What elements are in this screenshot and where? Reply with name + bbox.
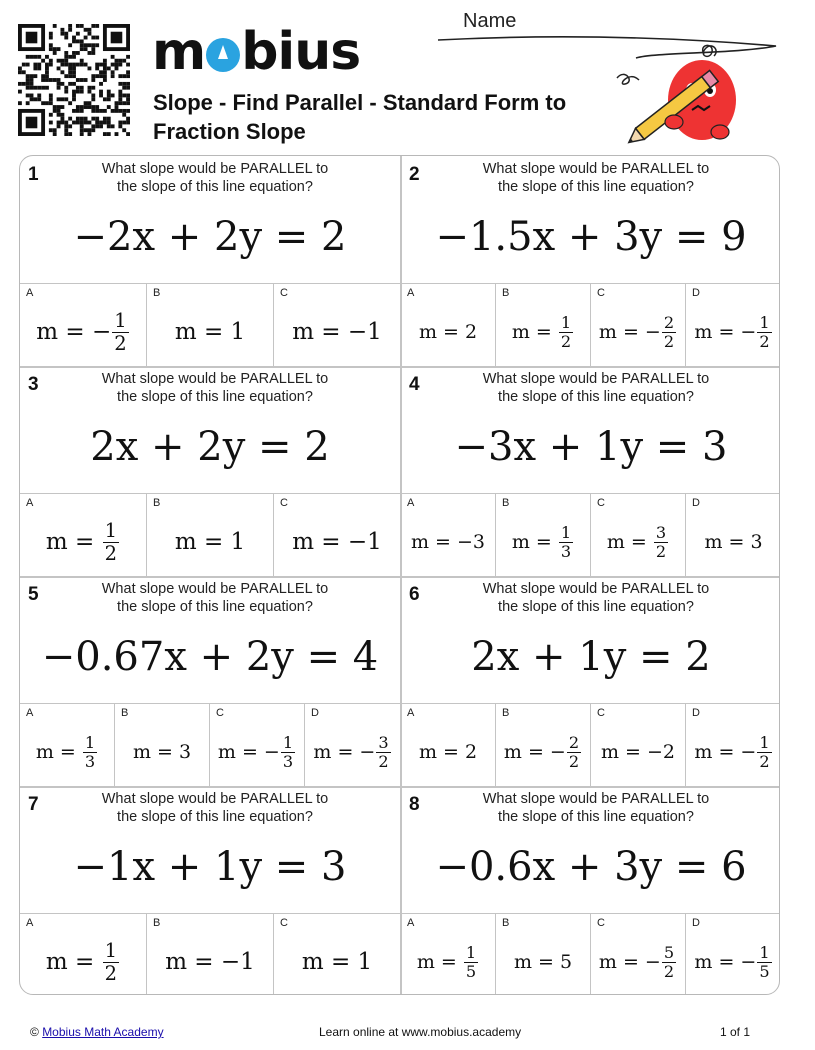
problem-3 bbox=[20, 366, 400, 576]
answer-letter: A bbox=[26, 917, 34, 929]
answer-value bbox=[688, 720, 779, 784]
answer-letter: C bbox=[597, 707, 605, 719]
answer-option-b[interactable] bbox=[496, 494, 591, 576]
fraction bbox=[757, 314, 771, 351]
prompt-line-2: the slope of this line equation? bbox=[117, 809, 313, 825]
answer-letter: A bbox=[407, 917, 415, 929]
prompt-line-2: the slope of this line equation? bbox=[498, 179, 694, 195]
answer-text: m = 1 bbox=[174, 319, 246, 345]
fraction bbox=[757, 734, 771, 771]
answer-text: m = − bbox=[694, 951, 757, 973]
question-number: 7 bbox=[28, 794, 39, 815]
line-equation: 2x + 1y = 2 bbox=[471, 634, 711, 680]
academy-link[interactable]: Mobius Math Academy bbox=[42, 1025, 164, 1039]
question-prompt bbox=[401, 370, 780, 406]
prompt-line-2: the slope of this line equation? bbox=[117, 389, 313, 405]
fraction-numerator: 1 bbox=[759, 312, 770, 332]
answer-value bbox=[498, 510, 588, 574]
fraction bbox=[103, 520, 119, 564]
fraction-denominator: 2 bbox=[759, 331, 770, 351]
answer-text: m = 3 bbox=[704, 531, 763, 553]
answer-option-b[interactable] bbox=[147, 284, 274, 366]
problem-2 bbox=[401, 156, 780, 366]
prompt-line-2: the slope of this line equation? bbox=[498, 809, 694, 825]
answer-text: m = bbox=[35, 741, 82, 763]
fraction bbox=[112, 310, 128, 354]
answer-choices bbox=[20, 283, 400, 366]
fraction-denominator: 2 bbox=[104, 961, 118, 985]
line-equation: −0.67x + 2y = 4 bbox=[41, 634, 379, 680]
answer-option-b[interactable] bbox=[496, 704, 591, 786]
answer-text: m = 2 bbox=[418, 741, 478, 763]
answer-value bbox=[403, 930, 493, 994]
answer-option-d[interactable] bbox=[305, 704, 400, 786]
fraction bbox=[464, 944, 478, 981]
answer-option-c[interactable] bbox=[591, 914, 686, 995]
prompt-line-1: What slope would be PARALLEL to bbox=[482, 791, 710, 807]
fraction-numerator: 5 bbox=[663, 942, 675, 962]
answer-letter: D bbox=[692, 497, 700, 509]
answer-letter: D bbox=[692, 707, 700, 719]
fraction-denominator: 2 bbox=[655, 541, 667, 561]
fraction-denominator: 3 bbox=[282, 751, 294, 771]
problem-grid bbox=[19, 155, 780, 995]
fraction-denominator: 2 bbox=[104, 541, 118, 565]
footer-copyright bbox=[30, 1025, 164, 1039]
answer-option-b[interactable] bbox=[496, 284, 591, 366]
prompt-line-2: the slope of this line equation? bbox=[117, 599, 313, 615]
answer-option-a[interactable] bbox=[401, 284, 496, 366]
answer-option-a[interactable] bbox=[20, 284, 147, 366]
fraction bbox=[662, 944, 676, 981]
answer-value bbox=[276, 930, 398, 994]
answer-text: m = − bbox=[694, 321, 757, 343]
question-number: 1 bbox=[28, 164, 39, 185]
question-number: 4 bbox=[409, 374, 420, 395]
answer-text: m = 3 bbox=[132, 741, 192, 763]
answer-text: m = bbox=[606, 531, 653, 553]
answer-letter: A bbox=[407, 707, 415, 719]
answer-text: m = 2 bbox=[418, 321, 478, 343]
answer-text: m = bbox=[511, 321, 558, 343]
problem-4 bbox=[401, 366, 780, 576]
fraction bbox=[103, 940, 119, 984]
page-title: Slope - Find Parallel - Standard Form to Fraction Slope bbox=[153, 90, 567, 144]
answer-option-a[interactable] bbox=[20, 704, 115, 786]
answer-value bbox=[403, 720, 493, 784]
answer-letter: B bbox=[502, 917, 510, 929]
answer-value bbox=[498, 720, 588, 784]
answer-text: m = bbox=[45, 949, 102, 975]
answer-value bbox=[276, 300, 398, 364]
question-number: 2 bbox=[409, 164, 420, 185]
question-prompt bbox=[20, 160, 400, 196]
answer-letter: B bbox=[153, 287, 161, 299]
answer-letter: D bbox=[692, 287, 700, 299]
answer-value bbox=[403, 510, 493, 574]
answer-letter: C bbox=[597, 287, 605, 299]
answer-value bbox=[593, 300, 683, 364]
answer-letter: C bbox=[597, 497, 605, 509]
fraction-numerator: 1 bbox=[282, 732, 294, 752]
answer-text: m = − bbox=[503, 741, 566, 763]
fraction-denominator: 2 bbox=[759, 751, 770, 771]
answer-option-a[interactable] bbox=[401, 704, 496, 786]
fraction-denominator: 5 bbox=[759, 961, 770, 981]
prompt-line-2: the slope of this line equation? bbox=[117, 179, 313, 195]
footer-page-number: 1 of 1 bbox=[720, 1025, 751, 1039]
answer-option-d[interactable] bbox=[686, 704, 780, 786]
answer-letter: B bbox=[153, 917, 161, 929]
line-equation: −1x + 1y = 3 bbox=[73, 844, 347, 890]
fraction bbox=[654, 524, 668, 561]
answer-text: m = −1 bbox=[292, 529, 382, 555]
answer-letter: C bbox=[216, 707, 224, 719]
answer-text: m = bbox=[45, 529, 102, 555]
answer-option-a[interactable] bbox=[401, 494, 496, 576]
answer-value bbox=[593, 930, 683, 994]
answer-option-a[interactable] bbox=[401, 914, 496, 995]
answer-letter: A bbox=[26, 497, 34, 509]
answer-value bbox=[403, 300, 493, 364]
question-prompt bbox=[401, 580, 780, 616]
answer-option-c[interactable] bbox=[274, 494, 400, 576]
answer-option-d[interactable] bbox=[686, 494, 780, 576]
answer-text: m = 1 bbox=[301, 949, 373, 975]
fraction-numerator: 1 bbox=[114, 309, 127, 332]
question-prompt bbox=[401, 160, 780, 196]
fraction bbox=[662, 314, 676, 351]
answer-choices bbox=[20, 703, 400, 786]
answer-letter: D bbox=[311, 707, 319, 719]
answer-value bbox=[498, 300, 588, 364]
answer-text: m = − bbox=[313, 741, 376, 763]
answer-letter: C bbox=[280, 917, 288, 929]
fraction-numerator: 2 bbox=[568, 732, 580, 752]
fraction bbox=[757, 944, 771, 981]
answer-text: m = −2 bbox=[600, 741, 676, 763]
answer-value bbox=[149, 510, 271, 574]
answer-value bbox=[212, 720, 302, 784]
answer-value bbox=[688, 930, 779, 994]
name-label: Name bbox=[463, 10, 517, 32]
fraction-numerator: 1 bbox=[104, 939, 118, 962]
question-number: 6 bbox=[409, 584, 420, 605]
answer-value bbox=[276, 510, 398, 574]
prompt-line-2: the slope of this line equation? bbox=[498, 599, 694, 615]
prompt-line-1: What slope would be PARALLEL to bbox=[101, 371, 329, 387]
answer-value bbox=[307, 720, 398, 784]
answer-text: m = − bbox=[36, 319, 112, 345]
fraction-numerator: 1 bbox=[759, 942, 770, 962]
answer-letter: C bbox=[280, 287, 288, 299]
fraction-numerator: 1 bbox=[560, 522, 572, 542]
fraction bbox=[281, 734, 295, 771]
answer-choices bbox=[401, 283, 780, 366]
answer-letter: C bbox=[597, 917, 605, 929]
problem-8 bbox=[401, 786, 780, 995]
answer-value bbox=[593, 720, 683, 784]
problem-1 bbox=[20, 156, 400, 366]
fraction bbox=[83, 734, 97, 771]
prompt-line-1: What slope would be PARALLEL to bbox=[482, 581, 710, 597]
answer-choices bbox=[401, 913, 780, 995]
answer-choices bbox=[20, 913, 400, 995]
fraction-numerator: 1 bbox=[465, 942, 477, 962]
question-number: 3 bbox=[28, 374, 39, 395]
answer-option-c[interactable] bbox=[274, 914, 400, 995]
answer-text: m = − bbox=[694, 741, 757, 763]
answer-letter: D bbox=[692, 917, 700, 929]
answer-text: m = − bbox=[598, 321, 661, 343]
fraction-denominator: 3 bbox=[84, 751, 96, 771]
mobius-logo: m bius bbox=[152, 22, 361, 82]
answer-option-c[interactable] bbox=[591, 704, 686, 786]
answer-letter: A bbox=[26, 707, 34, 719]
answer-value bbox=[22, 720, 112, 784]
answer-option-b[interactable] bbox=[115, 704, 210, 786]
answer-letter: B bbox=[502, 497, 510, 509]
answer-option-c[interactable] bbox=[591, 494, 686, 576]
question-number: 5 bbox=[28, 584, 39, 605]
prompt-line-1: What slope would be PARALLEL to bbox=[482, 371, 710, 387]
fraction bbox=[567, 734, 581, 771]
line-equation: −1.5x + 3y = 9 bbox=[435, 214, 747, 260]
answer-option-c[interactable] bbox=[591, 284, 686, 366]
answer-option-c[interactable] bbox=[210, 704, 305, 786]
problem-7 bbox=[20, 786, 400, 995]
fraction-numerator: 1 bbox=[759, 732, 770, 752]
answer-letter: A bbox=[407, 497, 415, 509]
answer-letter: B bbox=[121, 707, 129, 719]
fraction-numerator: 3 bbox=[378, 732, 389, 752]
answer-text: m = bbox=[511, 531, 558, 553]
answer-text: m = 1 bbox=[174, 529, 246, 555]
prompt-line-1: What slope would be PARALLEL to bbox=[101, 581, 329, 597]
answer-choices bbox=[20, 493, 400, 576]
copyright-symbol: © bbox=[30, 1025, 39, 1039]
fraction-numerator: 2 bbox=[663, 312, 675, 332]
question-prompt bbox=[401, 790, 780, 826]
answer-letter: B bbox=[153, 497, 161, 509]
fraction-denominator: 2 bbox=[378, 751, 389, 771]
prompt-line-2: the slope of this line equation? bbox=[498, 389, 694, 405]
answer-value bbox=[117, 720, 207, 784]
answer-text: m = − bbox=[598, 951, 661, 973]
question-number: 8 bbox=[409, 794, 420, 815]
fraction-numerator: 1 bbox=[84, 732, 96, 752]
answer-letter: B bbox=[502, 287, 510, 299]
fraction-denominator: 2 bbox=[560, 331, 572, 351]
prompt-line-1: What slope would be PARALLEL to bbox=[101, 161, 329, 177]
fraction bbox=[559, 314, 573, 351]
line-equation: −0.6x + 3y = 6 bbox=[435, 844, 747, 890]
fraction-numerator: 1 bbox=[560, 312, 572, 332]
answer-letter: A bbox=[26, 287, 34, 299]
question-prompt bbox=[20, 790, 400, 826]
answer-value bbox=[149, 930, 271, 994]
line-equation: −3x + 1y = 3 bbox=[454, 424, 728, 470]
answer-option-d[interactable] bbox=[686, 284, 780, 366]
answer-value bbox=[498, 930, 588, 994]
answer-value bbox=[593, 510, 683, 574]
prompt-line-1: What slope would be PARALLEL to bbox=[101, 791, 329, 807]
answer-letter: C bbox=[280, 497, 288, 509]
footer-learn-online: Learn online at www.mobius.academy bbox=[319, 1025, 522, 1039]
answer-option-b[interactable] bbox=[147, 494, 274, 576]
question-prompt bbox=[20, 370, 400, 406]
answer-option-b[interactable] bbox=[496, 914, 591, 995]
answer-option-a[interactable] bbox=[20, 914, 147, 995]
fraction-numerator: 1 bbox=[104, 519, 118, 542]
answer-choices bbox=[401, 493, 780, 576]
fraction-denominator: 3 bbox=[560, 541, 572, 561]
fraction-denominator: 2 bbox=[114, 331, 127, 355]
answer-option-d[interactable] bbox=[686, 914, 780, 995]
answer-option-b[interactable] bbox=[147, 914, 274, 995]
problem-6 bbox=[401, 576, 780, 786]
answer-value bbox=[688, 300, 779, 364]
line-equation: −2x + 2y = 2 bbox=[73, 214, 347, 260]
qr-code bbox=[18, 24, 130, 136]
answer-letter: A bbox=[407, 287, 415, 299]
answer-text: m = bbox=[416, 951, 463, 973]
fraction-denominator: 2 bbox=[663, 331, 675, 351]
fraction-numerator: 3 bbox=[655, 522, 667, 542]
line-equation: 2x + 2y = 2 bbox=[90, 424, 330, 470]
logo-drop-icon bbox=[206, 38, 240, 72]
answer-text: m = −3 bbox=[410, 531, 486, 553]
fraction bbox=[376, 734, 390, 771]
answer-value bbox=[22, 510, 144, 574]
answer-letter: B bbox=[502, 707, 510, 719]
answer-value bbox=[22, 300, 144, 364]
fraction-denominator: 5 bbox=[465, 961, 477, 981]
prompt-line-1: What slope would be PARALLEL to bbox=[482, 161, 710, 177]
fraction bbox=[559, 524, 573, 561]
answer-value bbox=[22, 930, 144, 994]
answer-option-a[interactable] bbox=[20, 494, 147, 576]
fraction-denominator: 2 bbox=[568, 751, 580, 771]
answer-option-c[interactable] bbox=[274, 284, 400, 366]
mascot-illustration bbox=[612, 40, 742, 158]
answer-choices bbox=[401, 703, 780, 786]
answer-text: m = − bbox=[217, 741, 280, 763]
answer-value bbox=[688, 510, 779, 574]
answer-value bbox=[149, 300, 271, 364]
fraction-denominator: 2 bbox=[663, 961, 675, 981]
answer-text: m = −1 bbox=[292, 319, 382, 345]
answer-text: m = −1 bbox=[165, 949, 255, 975]
answer-text: m = 5 bbox=[513, 951, 573, 973]
question-prompt bbox=[20, 580, 400, 616]
problem-5 bbox=[20, 576, 400, 786]
